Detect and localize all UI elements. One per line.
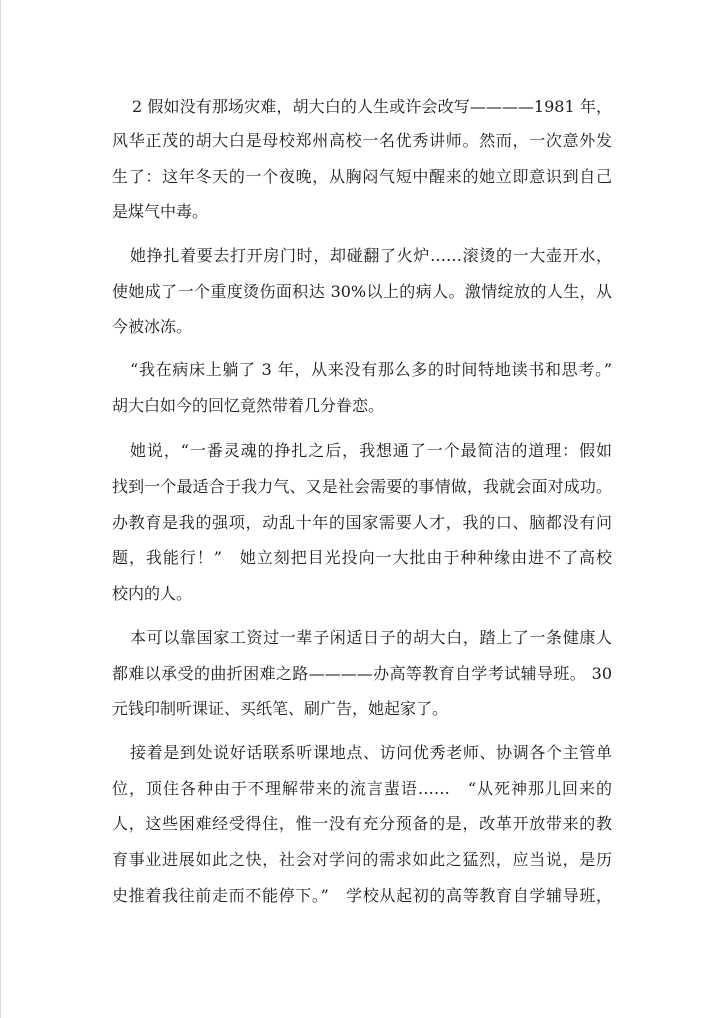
- paragraph-1-line-3: 生了：这年冬天的一个夜晚，从胸闷气短中醒来的她立即意识到自己: [112, 167, 612, 186]
- paragraph-3-line-2: 胡大白如今的回忆竟然带着几分眷恋。: [112, 396, 385, 415]
- paragraph-2-line-1: 她挣扎着要去打开房门时，却碰翻了火炉……滚烫的一大壶开水，: [130, 246, 612, 265]
- paragraph-6-line-5: 史推着我往前走而不能停下。” 学校从起初的高等教育自学辅导班，: [112, 886, 612, 905]
- paragraph-6-line-4: 育事业进展如此之快，社会对学问的需求如此之猛烈，应当说，是历: [112, 850, 612, 869]
- paragraph-5-line-2: 都难以承受的曲折困难之路————办高等教育自学考试辅导班。 30: [112, 664, 612, 683]
- paragraph-1-line-4: 是煤气中毒。: [112, 202, 209, 221]
- paragraph-2-line-2: 使她成了一个重度烫伤面积达 30%以上的病人。激情绽放的人生，从: [112, 282, 612, 301]
- paragraph-5-line-3: 元钱印制听课证、买纸笔、刷广告，她起家了。: [112, 699, 449, 718]
- paragraph-5-line-1: 本可以靠国家工资过一辈子闲适日子的胡大白，踏上了一条健康人: [130, 628, 612, 647]
- paragraph-4-line-3: 办教育是我的强项，动乱十年的国家需要人才，我的口、脑都没有问: [112, 513, 612, 532]
- page-left-border: [0, 0, 1, 1018]
- paragraph-6-line-3: 人，这些困难经受得住，惟一没有充分预备的是，改革开放带来的教: [112, 814, 612, 833]
- paragraph-3-line-1: “我在病床上躺了 3 年，从来没有那么多的时间特地读书和思考。”: [130, 360, 612, 379]
- paragraph-6-line-1: 接着是到处说好话联系听课地点、访问优秀老师、协调各个主管单: [130, 743, 612, 762]
- paragraph-4-line-1: 她说，“一番灵魂的挣扎之后，我想通了一个最简洁的道理：假如: [130, 441, 612, 460]
- paragraph-6-line-2: 位，顶住各种由于不理解带来的流言蜚语…… “从死神那儿回来的: [112, 779, 612, 798]
- paragraph-4-line-2: 找到一个最适合于我力气、又是社会需要的事情做，我就会面对成功。: [112, 477, 612, 496]
- paragraph-4-line-5: 校内的人。: [112, 584, 193, 603]
- paragraph-1-line-2: 风华正茂的胡大白是母校郑州高校一名优秀讲师。然而，一次意外发: [112, 131, 612, 150]
- paragraph-2-line-3: 今被冰冻。: [112, 317, 193, 336]
- paragraph-4-line-4: 题，我能行！” 她立刻把目光投向一大批由于种种缘由进不了高校: [112, 548, 612, 567]
- paragraph-1-line-1: 2 假如没有那场灾难，胡大白的人生或许会改写————1981 年，: [132, 97, 612, 116]
